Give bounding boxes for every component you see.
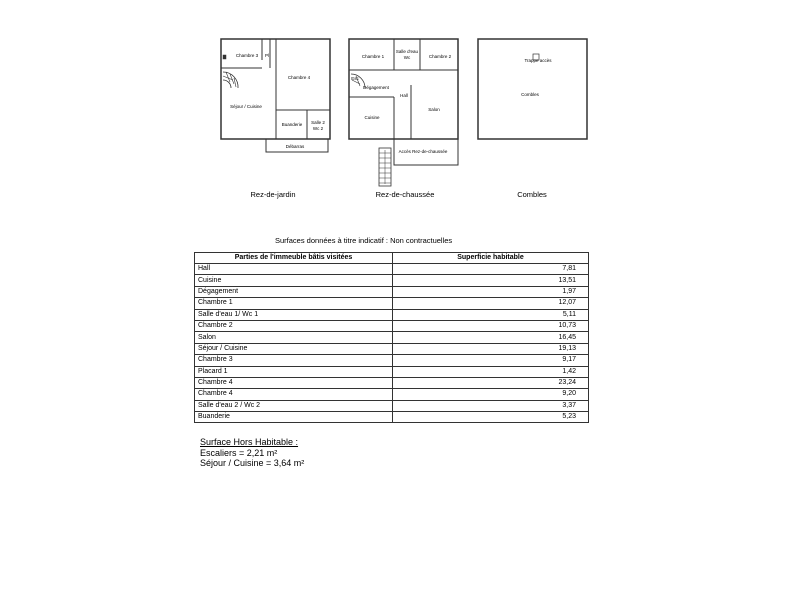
- table-header-row: [195, 253, 589, 264]
- area-cell: 9,17: [393, 355, 589, 366]
- hors-habitable-line: Séjour / Cuisine = 3,64 m²: [200, 458, 305, 468]
- room-wc: Wc: [403, 55, 411, 60]
- room-name-cell: Buanderie: [195, 412, 393, 423]
- caption-rez-de-jardin: Rez-de-jardin: [250, 190, 296, 199]
- room-name-cell: Placard 1: [195, 366, 393, 377]
- plan-combles: [478, 39, 587, 139]
- room-salle-2: Salle 2: [311, 120, 325, 125]
- table-row: [195, 389, 589, 400]
- area-cell: 7,81: [393, 264, 589, 275]
- room-trappe: Trappe accès: [524, 58, 552, 63]
- table-row: [195, 355, 589, 366]
- table-row: [195, 400, 589, 411]
- room-chambre-4: Chambre 4: [287, 75, 311, 80]
- table-caption: Surfaces données à titre indicatif : Non contractuelles: [275, 236, 453, 245]
- header-superficie: Superficie habitable: [393, 253, 589, 264]
- room-sejour-cuisine: Séjour / Cuisine: [230, 104, 262, 109]
- room-combles: Combles: [521, 92, 539, 97]
- table-row: [195, 309, 589, 320]
- labels-combles: [521, 58, 552, 97]
- area-cell: 5,23: [393, 412, 589, 423]
- room-chambre-3: Chambre 3: [235, 53, 259, 58]
- room-name-cell: Salon: [195, 332, 393, 343]
- table-row: [195, 286, 589, 297]
- table-row: [195, 343, 589, 354]
- room-name-cell: Chambre 4: [195, 389, 393, 400]
- room-esc: Esc: [351, 76, 359, 81]
- room-salle-eau: Salle d'eau: [395, 49, 419, 54]
- area-cell: 16,45: [393, 332, 589, 343]
- area-cell: 12,07: [393, 298, 589, 309]
- room-placard: Pl: [264, 53, 270, 58]
- area-cell: 10,73: [393, 320, 589, 331]
- room-acces: Accès Rez-de-chaussée: [398, 149, 448, 154]
- room-degagement: Dégagement: [363, 85, 389, 90]
- area-cell: 13,51: [393, 275, 589, 286]
- room-name-cell: Dégagement: [195, 286, 393, 297]
- room-name-cell: Chambre 3: [195, 355, 393, 366]
- plan-rez-de-chaussee: [349, 39, 458, 186]
- table-row: [195, 320, 589, 331]
- hors-habitable-line: Escaliers = 2,21 m²: [200, 447, 278, 458]
- header-parties: Parties de l'immeuble bâtis visitées: [195, 253, 393, 264]
- room-salon: Salon: [428, 107, 440, 112]
- room-name-cell: Chambre 2: [195, 320, 393, 331]
- room-cuisine: Cuisine: [364, 115, 380, 120]
- table-row: [195, 264, 589, 275]
- area-cell: 1,97: [393, 286, 589, 297]
- room-name-cell: Séjour / Cuisine: [195, 343, 393, 354]
- room-chambre-1: Chambre 1: [361, 54, 385, 59]
- room-wc-2: Wc 2: [312, 126, 324, 131]
- area-cell: 9,20: [393, 389, 589, 400]
- caption-combles: Combles: [517, 190, 547, 199]
- table-row: [195, 332, 589, 343]
- table-row: [195, 298, 589, 309]
- labels-rez-de-jardin: [230, 53, 325, 149]
- area-cell: 3,37: [393, 400, 589, 411]
- room-name-cell: Chambre 4: [195, 377, 393, 388]
- room-debarras: Débarras: [285, 144, 305, 149]
- hors-habitable-block: [200, 437, 304, 469]
- room-name-cell: Chambre 1: [195, 298, 393, 309]
- table-row: [195, 275, 589, 286]
- area-cell: 23,24: [393, 377, 589, 388]
- caption-rez-de-chaussee: Rez-de-chaussée: [375, 190, 435, 199]
- area-cell: 5,11: [393, 309, 589, 320]
- room-chambre-2: Chambre 2: [428, 54, 452, 59]
- area-cell: 1,42: [393, 366, 589, 377]
- room-name-cell: Cuisine: [195, 275, 393, 286]
- room-hall: Hall: [400, 93, 408, 98]
- room-name-cell: Hall: [195, 264, 393, 275]
- room-name-cell: Salle d'eau 2 / Wc 2: [195, 400, 393, 411]
- surfaces-table: [194, 252, 589, 423]
- table-row: [195, 377, 589, 388]
- area-cell: 19,13: [393, 343, 589, 354]
- room-name-cell: Salle d'eau 1/ Wc 1: [195, 309, 393, 320]
- hors-habitable-title: Surface Hors Habitable :: [200, 437, 299, 447]
- table-row: [195, 412, 589, 423]
- room-buanderie: Buanderie: [281, 122, 303, 127]
- table-row: [195, 366, 589, 377]
